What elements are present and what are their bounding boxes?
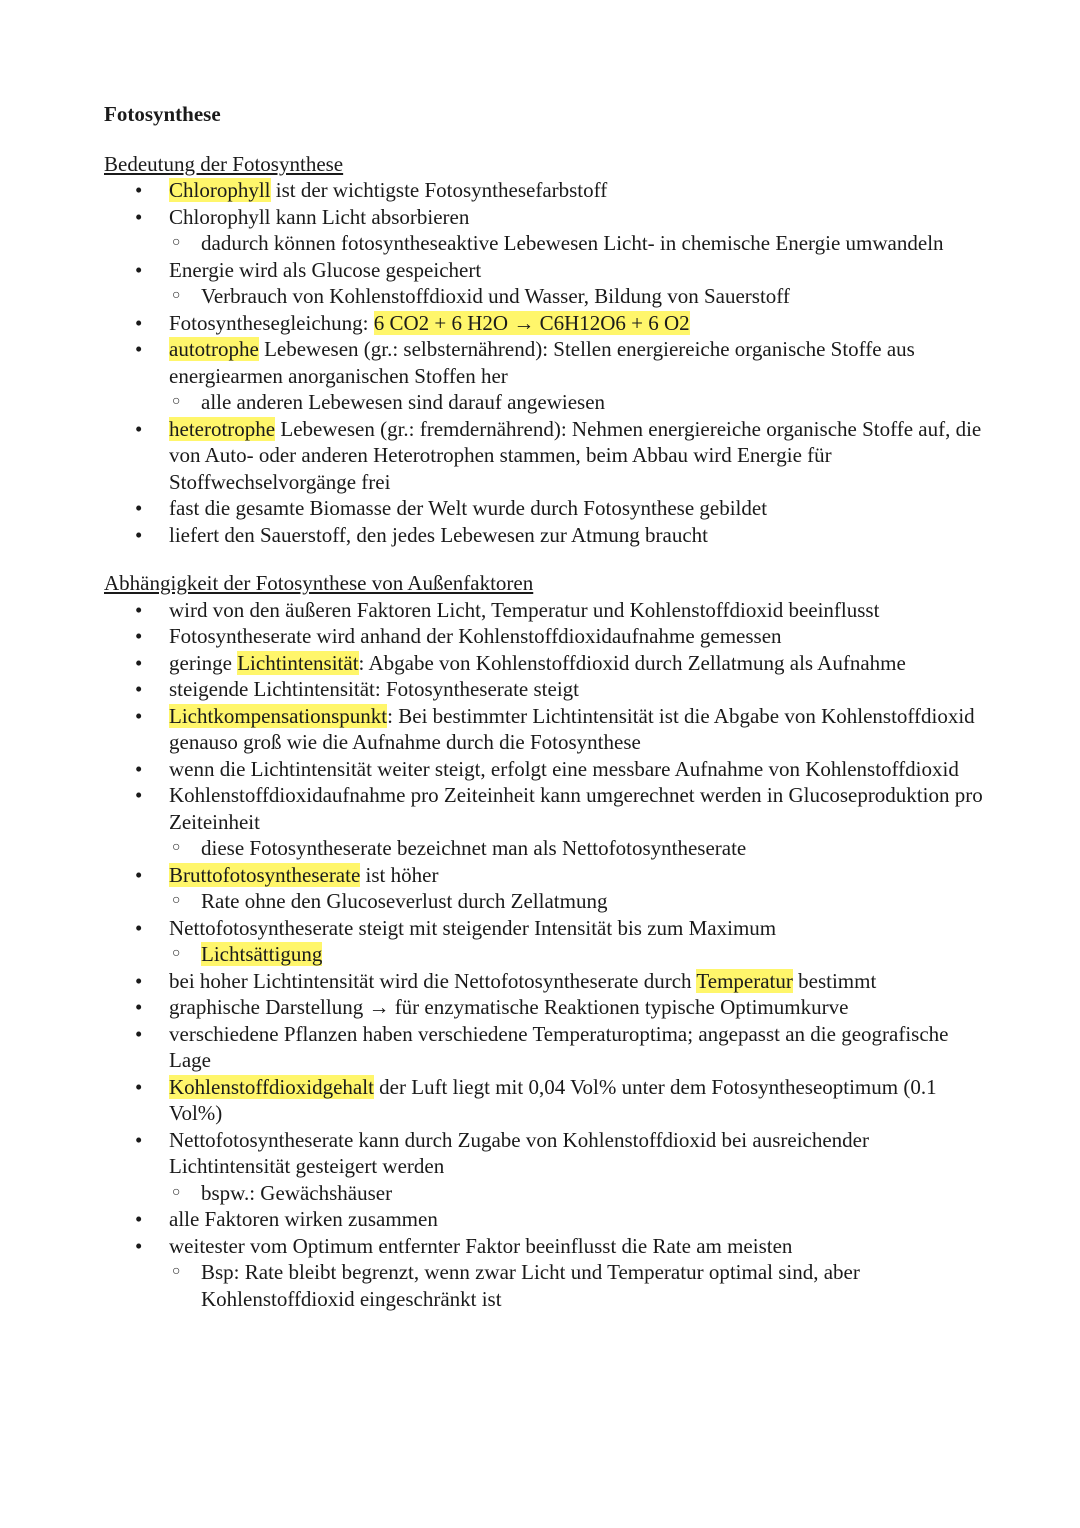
bullet-list xyxy=(104,597,984,1313)
list-item xyxy=(104,416,984,496)
list-item xyxy=(104,782,984,835)
item-text: Energie wird als Glucose gespeichert xyxy=(169,257,482,282)
list-item xyxy=(104,994,984,1021)
item-text: Rate ohne den Glucoseverlust durch Zellatmung xyxy=(201,889,608,913)
list-item xyxy=(104,968,984,995)
section-bedeutung xyxy=(104,151,984,549)
highlighted-term: Bruttofotosyntheserate xyxy=(169,862,361,887)
item-text: Kohlenstoffdioxidaufnahme pro Zeiteinheit kann umgerechnet werden in Glucoseproduktion pro Zeiteinheit xyxy=(169,783,983,834)
list-item xyxy=(104,310,984,337)
sub-list-item xyxy=(104,1180,984,1207)
item-text: bei hoher Lichtintensität wird die Nettofotosyntheserate durch xyxy=(169,968,697,993)
item-text: Nettofotosyntheserate steigt mit steigender Intensität bis zum Maximum xyxy=(169,915,777,940)
item-text: Chlorophyll kann Licht absorbieren xyxy=(169,204,470,229)
item-text: Lebewesen (gr.: fremdernährend): Nehmen energiereiche organische Stoffe auf, die von Auto- oder anderen Heterotrophen stammen, beim Abbau wird Energie für Stoffwechselvorgänge frei xyxy=(169,416,982,494)
list-item xyxy=(104,915,984,942)
item-text: geringe xyxy=(169,650,238,675)
sub-list-item xyxy=(104,888,984,915)
item-text: wird von den äußeren Faktoren Licht, Temperatur und Kohlenstoffdioxid beeinflusst xyxy=(169,597,880,622)
item-text: verschiedene Pflanzen haben verschiedene Temperaturoptima; angepasst an die geografische Lage xyxy=(169,1021,949,1072)
item-text: fast die gesamte Biomasse der Welt wurde durch Fotosynthese gebildet xyxy=(169,496,768,520)
list-item xyxy=(104,623,984,650)
item-text: Lebewesen (gr.: selbsternährend): Stellen energiereiche organische Stoffe aus energiearmen anorganischen Stoffen her xyxy=(169,337,915,388)
sub-list-item xyxy=(104,283,984,310)
bullet-list xyxy=(104,177,984,548)
item-text: graphische Darstellung → für enzymatische Reaktionen typische Optimumkurve xyxy=(169,995,849,1019)
item-text: alle anderen Lebewesen sind darauf angewiesen xyxy=(201,390,606,414)
item-text: Nettofotosyntheserate kann durch Zugabe von Kohlenstoffdioxid bei ausreichender Lichtintensität gesteigert werden xyxy=(169,1127,869,1178)
list-item xyxy=(104,756,984,783)
list-item xyxy=(104,650,984,677)
list-item xyxy=(104,257,984,284)
item-text: Verbrauch von Kohlenstoffdioxid und Wasser, Bildung von Sauerstoff xyxy=(201,284,790,308)
item-text: : Bei bestimmter Lichtintensität ist die Abgabe von Kohlenstoffdioxid genauso groß wie die Aufnahme durch die Fotosynthese xyxy=(169,703,975,754)
highlighted-term: Chlorophyll xyxy=(169,178,271,202)
list-item xyxy=(104,1127,984,1180)
list-item xyxy=(104,1021,984,1074)
highlighted-term: 6 CO2 + 6 H2O → C6H12O6 + 6 O2 xyxy=(373,310,690,335)
sub-list-item xyxy=(104,1259,984,1312)
list-item xyxy=(104,676,984,703)
item-text: ist höher xyxy=(360,862,439,887)
item-text: dadurch können fotosyntheseaktive Lebewesen Licht- in chemische Energie umwandeln xyxy=(201,231,944,255)
list-item xyxy=(104,204,984,231)
highlighted-term: Kohlenstoffdioxidgehalt xyxy=(169,1074,374,1099)
document-title: Fotosynthese xyxy=(104,102,221,126)
list-item xyxy=(104,1074,984,1127)
item-text: Fotosyntheserate wird anhand der Kohlenstoffdioxidaufnahme gemessen xyxy=(169,624,782,648)
list-item xyxy=(104,522,984,549)
list-item xyxy=(104,1233,984,1260)
list-item xyxy=(104,336,984,389)
section-heading: Abhängigkeit der Fotosynthese von Außenfaktoren xyxy=(104,571,534,595)
list-item xyxy=(104,703,984,756)
item-text: ist der wichtigste Fotosynthesefarbstoff xyxy=(270,178,608,202)
item-text: der Luft liegt mit 0,04 Vol% unter dem Fotosyntheseoptimum (0.1 Vol%) xyxy=(169,1074,937,1125)
section-heading: Bedeutung der Fotosynthese xyxy=(104,151,344,176)
item-text: Bsp: Rate bleibt begrenzt, wenn zwar Licht und Temperatur optimal sind, aber Kohlenstoffdioxid eingeschränkt ist xyxy=(201,1260,860,1311)
list-item xyxy=(104,177,984,204)
list-item xyxy=(104,1206,984,1233)
sub-list-item xyxy=(104,941,984,968)
highlighted-term: Lichtsättigung xyxy=(201,942,323,966)
highlighted-term: Temperatur xyxy=(696,968,793,993)
section-aussenfaktoren xyxy=(104,570,984,1312)
item-text: bestimmt xyxy=(792,968,877,993)
highlighted-term: autotrophe xyxy=(169,337,259,361)
highlighted-term: heterotrophe xyxy=(169,416,276,441)
item-text: wenn die Lichtintensität weiter steigt, erfolgt eine messbare Aufnahme von Kohlenstoffdioxid xyxy=(169,756,959,781)
highlighted-term: Lichtintensität xyxy=(237,650,359,675)
item-text: alle Faktoren wirken zusammen xyxy=(169,1207,438,1231)
list-item xyxy=(104,597,984,624)
item-text: Fotosynthesegleichung: xyxy=(169,310,374,335)
item-text: steigende Lichtintensität: Fotosyntheserate steigt xyxy=(169,677,579,701)
item-text: : Abgabe von Kohlenstoffdioxid durch Zellatmung als Aufnahme xyxy=(358,650,906,675)
sub-list-item xyxy=(104,835,984,862)
item-text: weitester vom Optimum entfernter Faktor beeinflusst die Rate am meisten xyxy=(169,1233,793,1258)
item-text: liefert den Sauerstoff, den jedes Lebewesen zur Atmung braucht xyxy=(169,522,709,547)
sub-list-item xyxy=(104,230,984,257)
list-item xyxy=(104,495,984,522)
highlighted-term: Lichtkompensationspunkt xyxy=(169,703,388,728)
item-text: diese Fotosyntheserate bezeichnet man als Nettofotosyntheserate xyxy=(201,836,747,860)
list-item xyxy=(104,862,984,889)
item-text: bspw.: Gewächshäuser xyxy=(201,1180,393,1205)
sub-list-item xyxy=(104,389,984,416)
